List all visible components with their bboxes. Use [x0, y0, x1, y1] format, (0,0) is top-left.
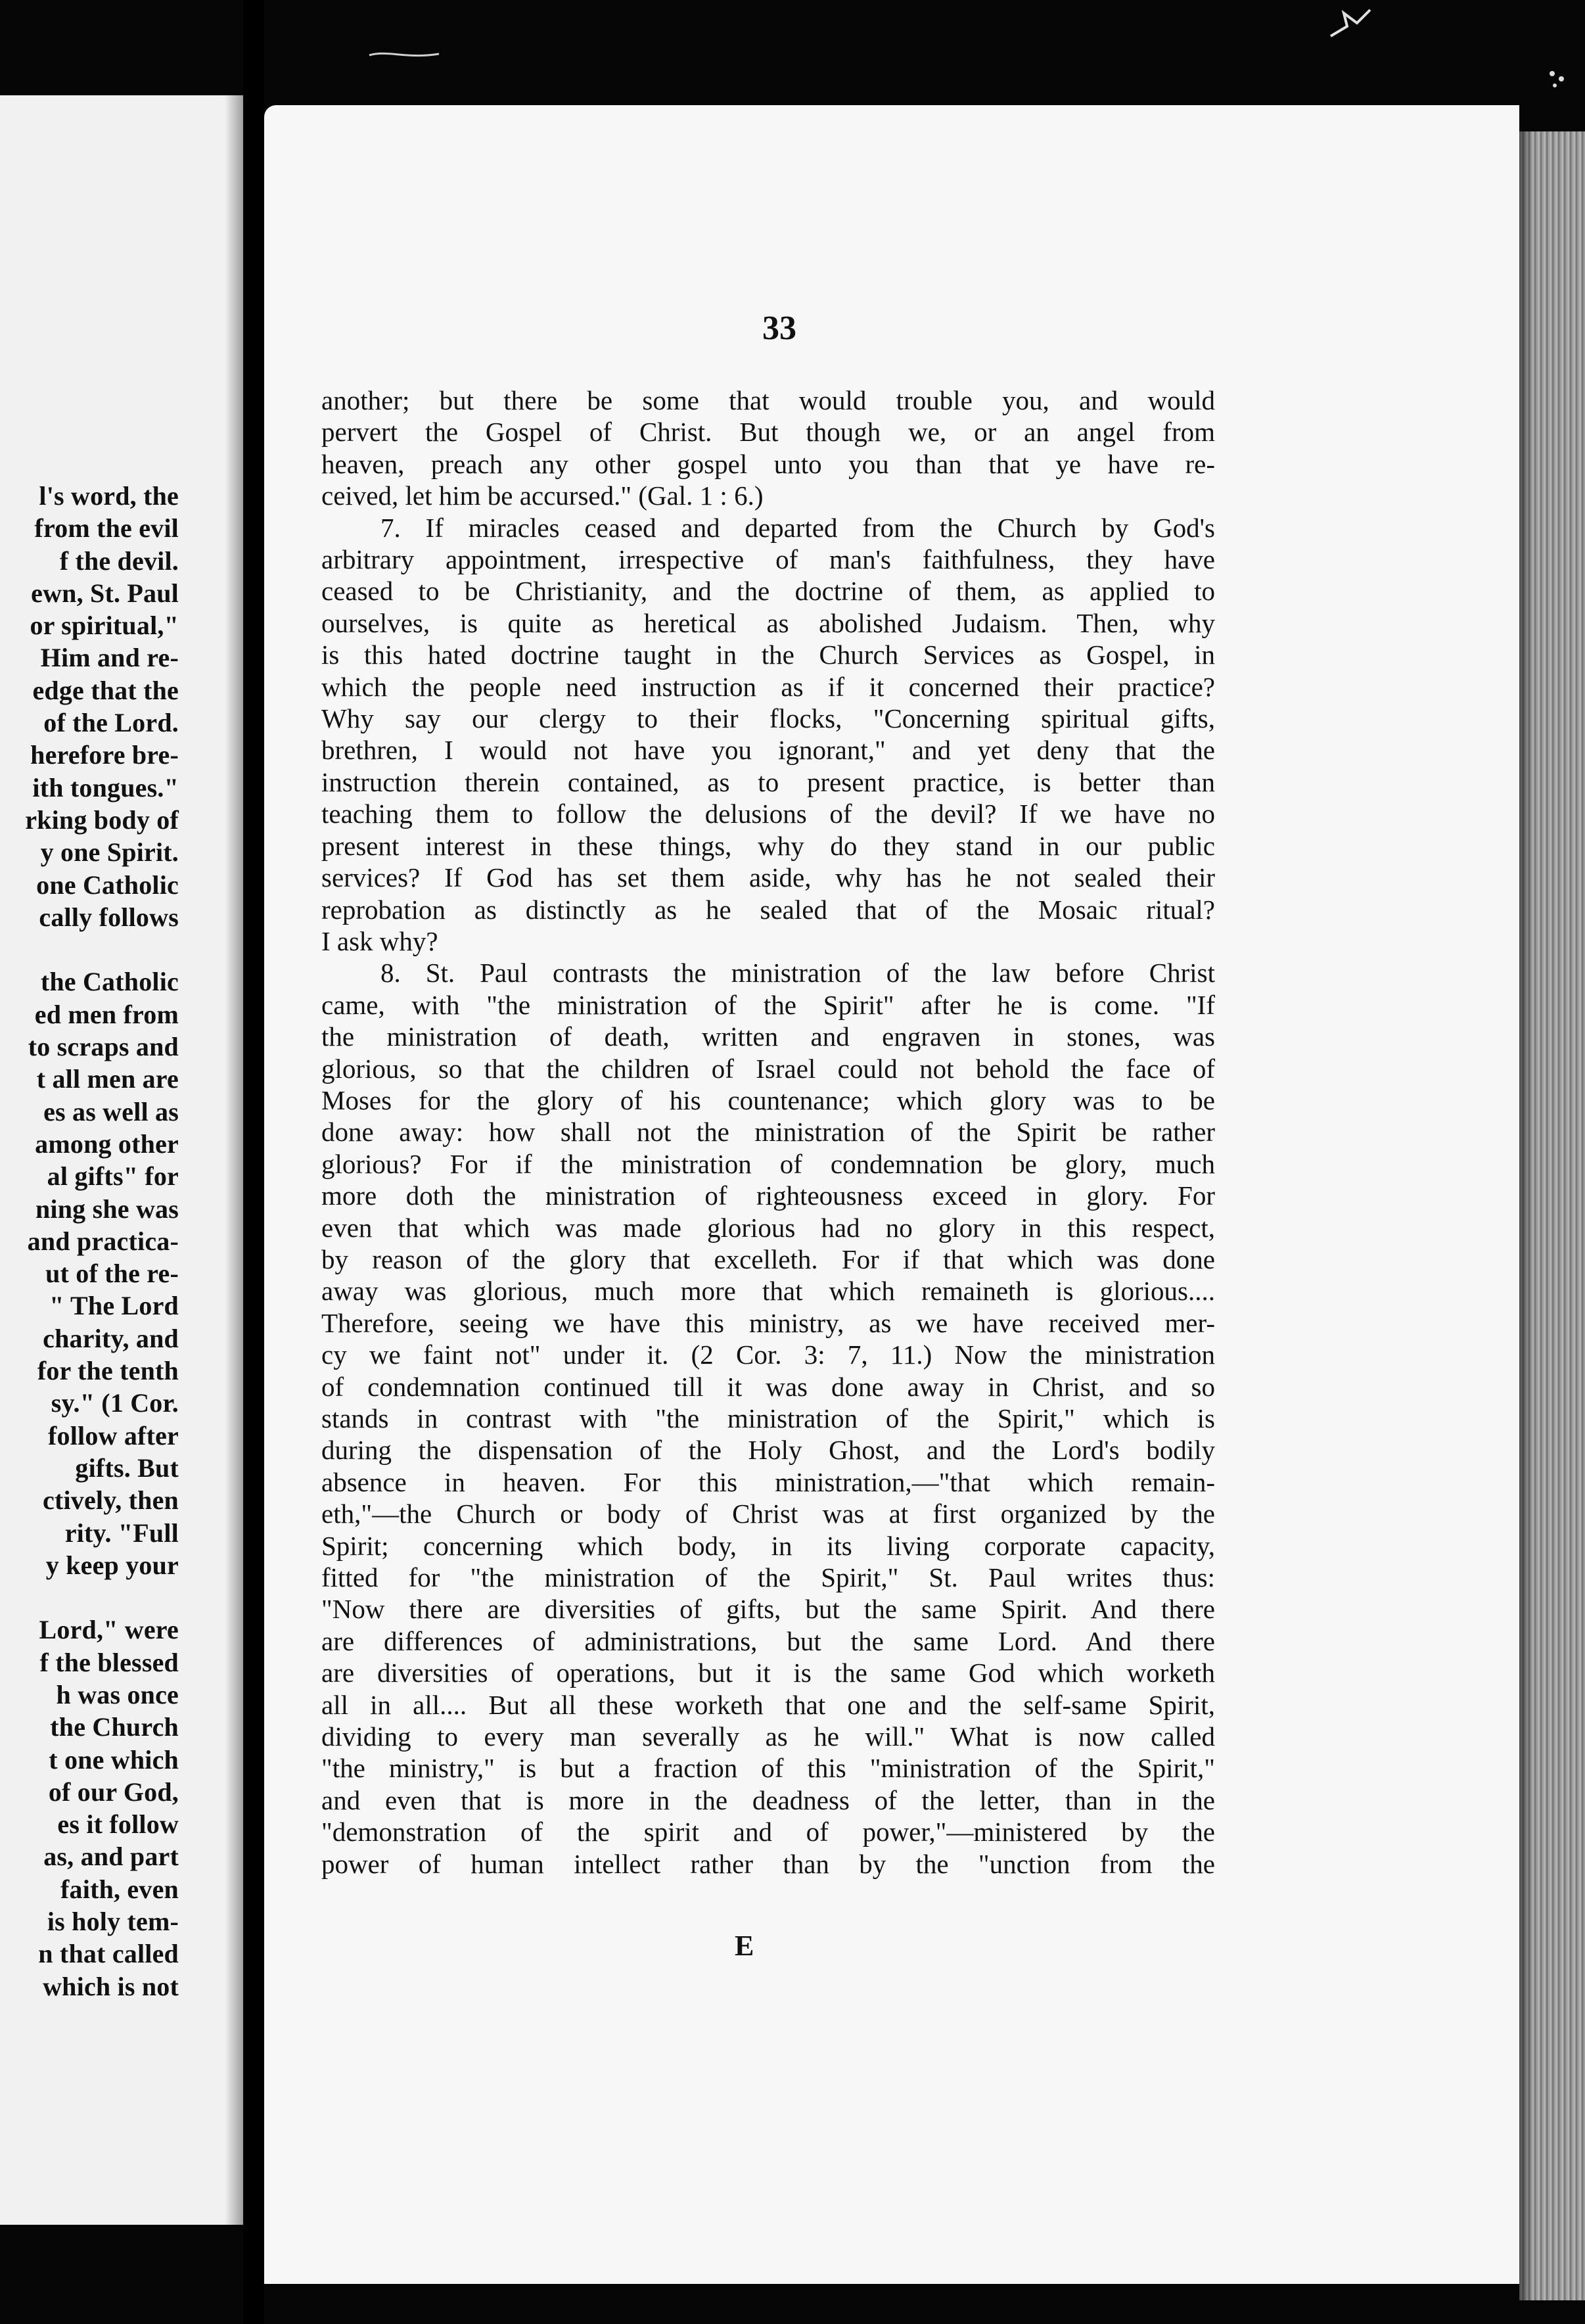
text-line: stands in contrast with "the ministration of the Spirit," which is	[321, 1403, 1215, 1433]
text-line: another; but there be some that would trouble you, and would	[321, 385, 1215, 415]
text-line: of condemnation continued till it was done away in Christ, and so	[321, 1371, 1215, 1402]
left-text-line: es as well as	[43, 1096, 179, 1127]
text-line: ourselves, is quite as heretical as abolished Judaism. Then, why	[321, 607, 1215, 638]
text-line: arbitrary appointment, irrespective of man's faithfulness, they have	[321, 544, 1215, 575]
text-line: the ministration of death, written and engraven in stones, was	[321, 1021, 1215, 1052]
text-line: Spirit; concerning which body, in its living corporate capacity,	[321, 1530, 1215, 1561]
text-line: "demonstration of the spirit and of power,"—ministered by the	[321, 1817, 1215, 1848]
left-text-line: h was once	[56, 1679, 179, 1709]
fore-edge-shadow	[1519, 131, 1534, 2300]
text-line: reprobation as distinctly as he sealed that of the Mosaic ritual?	[321, 894, 1215, 925]
scan-artifact-dots	[1544, 66, 1571, 92]
left-text-line: sy." (1 Cor.	[51, 1388, 179, 1418]
text-line: eth,"—the Church or body of Christ was at first organized by the	[321, 1499, 1215, 1529]
text-line: services? If God has set them aside, why has he not sealed their	[321, 862, 1215, 893]
left-text-line: ut of the re-	[45, 1259, 179, 1289]
text-line: 8. St. Paul contrasts the ministration of the law before Christ	[380, 958, 1215, 988]
left-text-line: gifts. But	[75, 1452, 179, 1483]
text-line: Therefore, seeing we have this ministry, as we have received mer-	[321, 1307, 1215, 1338]
left-text-line: Him and re-	[40, 643, 179, 673]
signature-mark: E	[735, 1930, 754, 1962]
page-number: 33	[762, 310, 796, 347]
book-binding-gap	[243, 0, 264, 2324]
text-line: I ask why?	[321, 925, 438, 956]
text-line: all in all.... But all these worketh that one and the self-same Spirit,	[321, 1689, 1215, 1720]
left-text-line: ctively, then	[42, 1485, 179, 1516]
text-line: pervert the Gospel of Christ. But though we, or an angel from	[321, 417, 1215, 448]
left-text-line: " The Lord	[49, 1291, 179, 1321]
left-text-line: Lord," were	[39, 1615, 179, 1645]
left-text-line: and practica-	[27, 1226, 179, 1256]
text-line: brethren, I would not have you ignorant," and yet deny that the	[321, 735, 1215, 766]
text-line: 7. If miracles ceased and departed from the Church by God's	[380, 512, 1215, 543]
left-text-line: for the tenth	[37, 1356, 179, 1386]
text-line: and even that is more in the deadness of the letter, than in the	[321, 1784, 1215, 1815]
left-text-line: al gifts" for	[47, 1161, 179, 1192]
left-page	[0, 95, 243, 2225]
left-text-line: cally follows	[39, 902, 179, 932]
left-text-line: follow after	[48, 1420, 179, 1451]
text-line: more doth the ministration of righteousness exceed in glory. For	[321, 1180, 1215, 1211]
left-text-line: n that called	[38, 1939, 179, 1969]
text-line: "Now there are diversities of gifts, but the same Spirit. And there	[321, 1594, 1215, 1625]
left-text-line: charity, and	[43, 1323, 179, 1353]
left-page-text	[25, 480, 179, 2003]
text-line: which the people need instruction as if it concerned their practice?	[321, 671, 1215, 702]
left-text-line: ith tongues."	[32, 772, 179, 802]
left-text-line: rking body of	[25, 804, 179, 835]
left-text-line: ning she was	[35, 1194, 179, 1224]
left-text-line: faith, even	[60, 1874, 179, 1904]
text-line: Moses for the glory of his countenance; which glory was to be	[321, 1084, 1215, 1115]
text-line: absence in heaven. For this ministration,—"that which remain-	[321, 1466, 1215, 1497]
left-text-line: t all men are	[36, 1064, 179, 1094]
text-line: teaching them to follow the delusions of the devil? If we have no	[321, 799, 1215, 829]
text-line: heaven, preach any other gospel unto you than that ye have re-	[321, 448, 1215, 479]
text-line: even that which was made glorious had no glory in this respect,	[321, 1212, 1215, 1243]
left-text-line: f the devil.	[59, 546, 179, 576]
text-line: ceived, let him be accursed." (Gal. 1 : 6.)	[321, 480, 764, 511]
left-text-line: of the Lord.	[43, 708, 179, 738]
left-text-line: l's word, the	[39, 481, 179, 511]
left-text-line	[25, 933, 179, 965]
text-line: glorious, so that the children of Israel could not behold the face of	[321, 1053, 1215, 1084]
left-text-line: the Catholic	[40, 967, 179, 997]
scan-artifact-scribble	[1327, 7, 1373, 46]
left-text-line: ewn, St. Paul	[31, 578, 179, 608]
left-text-line: rity. "Full	[64, 1518, 179, 1548]
scan-artifact-dash	[368, 46, 440, 62]
text-line: done away: how shall not the ministration of the Spirit be rather	[321, 1117, 1215, 1148]
left-text-line: es it follow	[57, 1809, 179, 1840]
page-fore-edge	[1519, 131, 1585, 2300]
text-line: cy we faint not" under it. (2 Cor. 3: 7, 11.) Now the ministration	[321, 1339, 1215, 1370]
text-line: ceased to be Christianity, and the doctrine of them, as applied to	[321, 576, 1215, 607]
text-line: power of human intellect rather than by the "unction from the	[321, 1848, 1215, 1879]
left-text-line: which is not	[43, 1971, 179, 2001]
text-line: dividing to every man severally as he will." What is now called	[321, 1721, 1215, 1752]
text-line: instruction therein contained, as to present practice, is better than	[321, 766, 1215, 797]
left-text-line: or spiritual,"	[30, 611, 179, 641]
left-text-line: herefore bre-	[30, 740, 179, 770]
text-line: by reason of the glory that excelleth. For if that which was done	[321, 1243, 1215, 1274]
text-line: glorious? For if the ministration of condemnation be glory, much	[321, 1148, 1215, 1179]
left-text-line: y one Spirit.	[40, 837, 179, 868]
text-line: came, with "the ministration of the Spirit" after he is come. "If	[321, 989, 1215, 1020]
text-line: during the dispensation of the Holy Ghost, and the Lord's bodily	[321, 1435, 1215, 1466]
body-text	[321, 384, 1215, 1880]
left-text-line: edge that the	[32, 675, 179, 705]
text-line: is this hated doctrine taught in the Church Services as Gospel, in	[321, 639, 1215, 670]
text-line: "the ministry," is but a fraction of this "ministration of the Spirit,"	[321, 1753, 1215, 1784]
text-line: are differences of administrations, but the same Lord. And there	[321, 1625, 1215, 1656]
left-text-line: t one which	[49, 1744, 179, 1775]
text-line: present interest in these things, why do they stand in our public	[321, 830, 1215, 861]
gutter-shadow	[225, 95, 243, 2225]
left-text-line: one Catholic	[36, 870, 179, 900]
left-text-line: of our God,	[48, 1777, 179, 1807]
text-line: away was glorious, much more that which remaineth is glorious....	[321, 1276, 1215, 1307]
left-text-line	[25, 1581, 179, 1614]
left-text-line: y keep your	[45, 1550, 179, 1580]
left-text-line: ed men from	[34, 999, 179, 1029]
left-text-line: as, and part	[43, 1842, 179, 1872]
left-text-line: from the evil	[34, 513, 179, 544]
left-text-line: f the blessed	[39, 1647, 179, 1677]
left-text-line: is holy tem-	[47, 1907, 179, 1937]
left-text-line: among other	[35, 1128, 179, 1159]
text-line: fitted for "the ministration of the Spirit," St. Paul writes thus:	[321, 1562, 1215, 1593]
text-line: Why say our clergy to their flocks, "Concerning spiritual gifts,	[321, 703, 1215, 734]
left-text-line: to scraps and	[28, 1032, 179, 1062]
left-text-line: the Church	[50, 1712, 179, 1742]
text-line: are diversities of operations, but it is the same God which worketh	[321, 1658, 1215, 1688]
